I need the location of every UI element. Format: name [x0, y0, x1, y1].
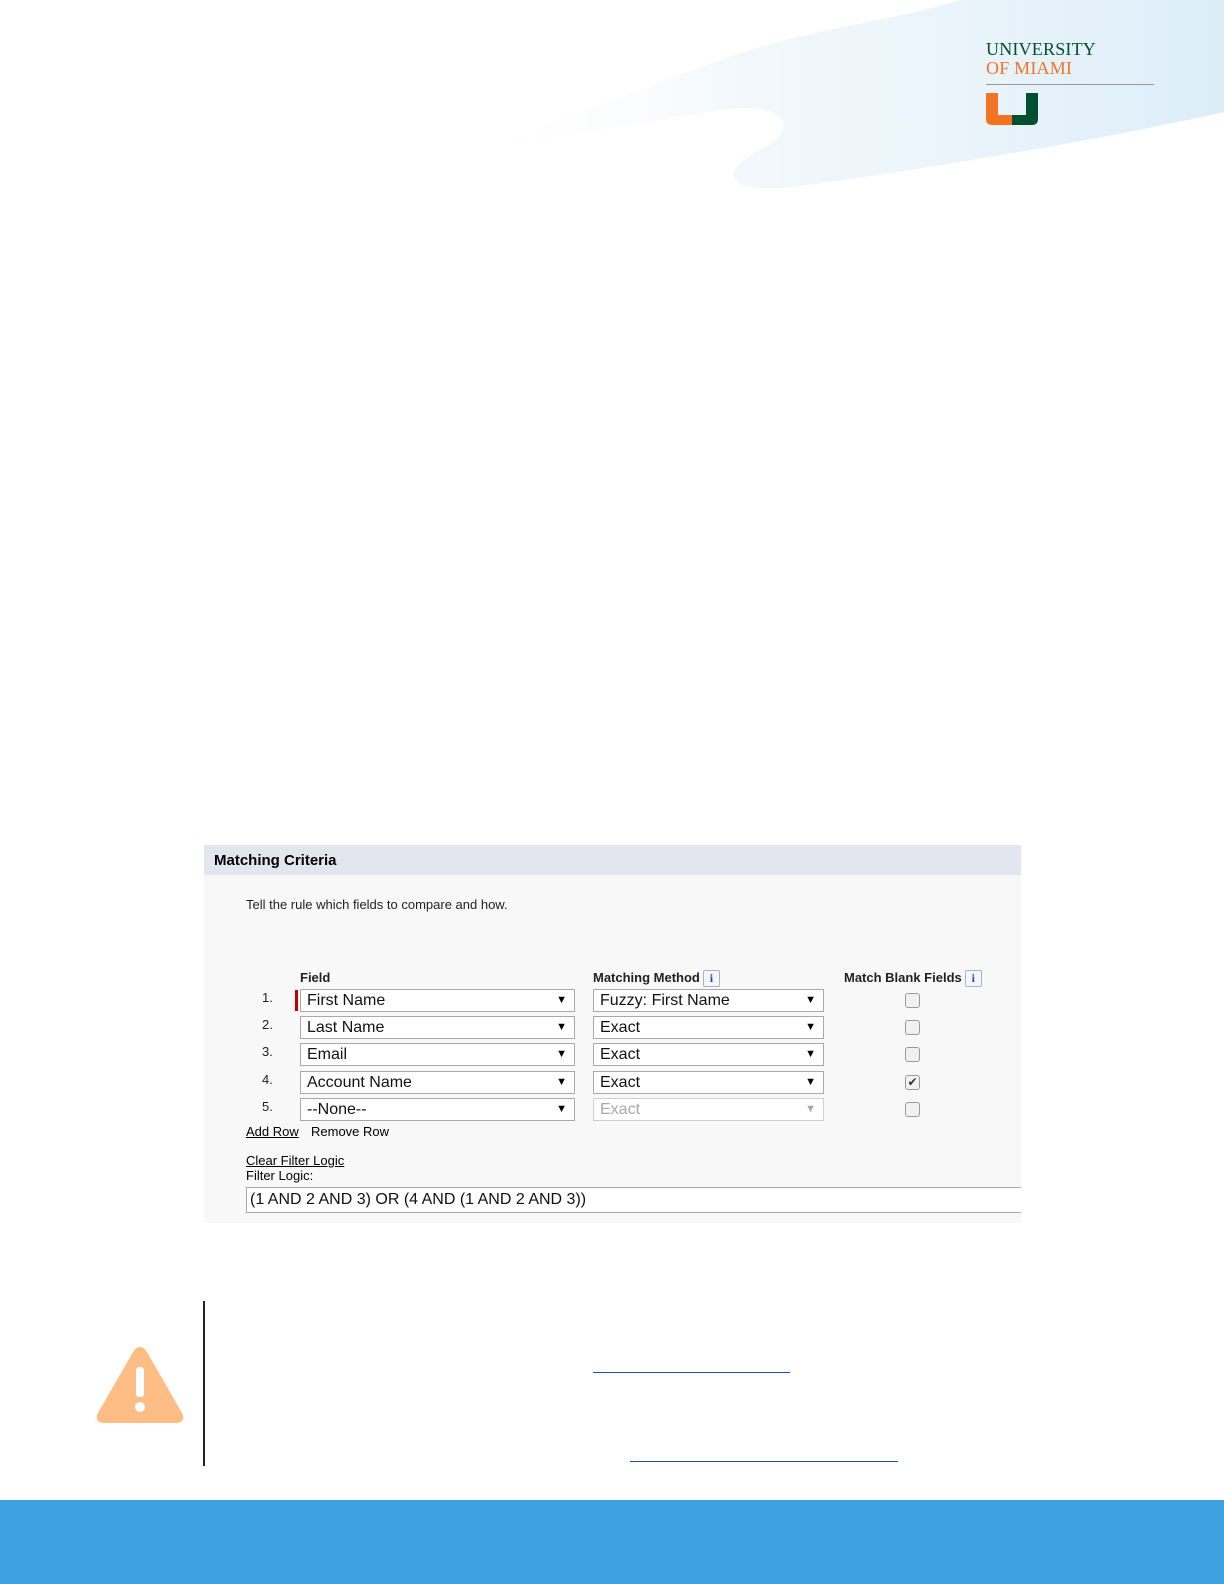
chevron-down-icon: ▼	[805, 1048, 816, 1060]
row-number: 3.	[262, 1044, 273, 1059]
match-blank-checkbox[interactable]	[905, 1075, 920, 1090]
matching-method-value: Exact	[600, 1101, 641, 1118]
info-icon[interactable]: i	[703, 970, 720, 987]
field-select-value: Account Name	[307, 1074, 412, 1091]
column-header-matching-method-label: Matching Method	[593, 970, 700, 985]
logo-divider	[986, 84, 1154, 85]
add-row-link[interactable]: Add Row	[246, 1124, 299, 1139]
panel-title: Matching Criteria	[214, 852, 337, 869]
filter-logic-label: Filter Logic:	[246, 1168, 314, 1183]
callout-link-underline[interactable]	[593, 1372, 790, 1373]
column-header-matching-method	[593, 970, 720, 987]
chevron-down-icon: ▼	[556, 1048, 567, 1060]
logo-text-university: UNIVERSITY	[986, 39, 1096, 59]
field-select[interactable]	[300, 989, 575, 1012]
matching-method-select[interactable]	[593, 989, 824, 1012]
field-select[interactable]	[300, 1071, 575, 1094]
chevron-down-icon: ▼	[805, 1021, 816, 1033]
university-logo	[986, 40, 1154, 130]
chevron-down-icon: ▼	[556, 1021, 567, 1033]
chevron-down-icon: ▼	[805, 994, 816, 1006]
callout-link-underline[interactable]	[630, 1461, 898, 1462]
field-select-value: Last Name	[307, 1019, 385, 1036]
field-select[interactable]	[300, 1016, 575, 1039]
footer-bar	[0, 1500, 1224, 1584]
match-blank-checkbox[interactable]	[905, 1020, 920, 1035]
callout-divider	[203, 1301, 205, 1466]
column-header-field: Field	[300, 970, 331, 985]
checkmark-icon: ✔	[907, 1075, 918, 1089]
remove-row-link[interactable]: Remove Row	[311, 1124, 390, 1139]
match-blank-checkbox[interactable]	[905, 993, 920, 1008]
required-indicator	[295, 990, 298, 1011]
chevron-down-icon: ▼	[805, 1076, 816, 1088]
info-icon[interactable]: i	[965, 970, 982, 987]
matching-method-value: Fuzzy: First Name	[600, 992, 730, 1009]
chevron-down-icon: ▼	[805, 1103, 816, 1115]
warning-triangle-icon	[94, 1343, 186, 1425]
column-header-match-blank-label: Match Blank Fields	[844, 970, 962, 985]
logo-text-of-miami: OF MIAMI	[986, 58, 1073, 78]
panel-header	[204, 845, 1021, 875]
matching-method-value: Exact	[600, 1019, 641, 1036]
row-number: 2.	[262, 1017, 273, 1032]
chevron-down-icon: ▼	[556, 1103, 567, 1115]
panel-description: Tell the rule which fields to compare and how.	[246, 897, 508, 912]
filter-logic-input[interactable]: (1 AND 2 AND 3) OR (4 AND (1 AND 2 AND 3))	[246, 1187, 1021, 1213]
match-blank-checkbox[interactable]	[905, 1047, 920, 1062]
clear-filter-logic-link[interactable]: Clear Filter Logic	[246, 1153, 345, 1168]
chevron-down-icon: ▼	[556, 994, 567, 1006]
row-number: 5.	[262, 1099, 273, 1114]
matching-method-value: Exact	[600, 1046, 641, 1063]
matching-method-select[interactable]	[593, 1043, 824, 1066]
row-number: 4.	[262, 1072, 273, 1087]
field-select-value: --None--	[307, 1101, 367, 1118]
matching-criteria-panel	[204, 845, 1021, 1223]
match-blank-checkbox[interactable]	[905, 1102, 920, 1117]
row-number: 1.	[262, 990, 273, 1005]
field-select-value: Email	[307, 1046, 348, 1063]
column-header-match-blank-fields	[844, 970, 982, 987]
field-select[interactable]	[300, 1098, 575, 1121]
matching-method-select	[593, 1098, 824, 1121]
u-logo-icon	[986, 93, 1038, 125]
matching-method-select[interactable]	[593, 1016, 824, 1039]
chevron-down-icon: ▼	[556, 1076, 567, 1088]
field-select-value: First Name	[307, 992, 386, 1009]
field-select[interactable]	[300, 1043, 575, 1066]
matching-method-select[interactable]	[593, 1071, 824, 1094]
matching-method-value: Exact	[600, 1074, 641, 1091]
